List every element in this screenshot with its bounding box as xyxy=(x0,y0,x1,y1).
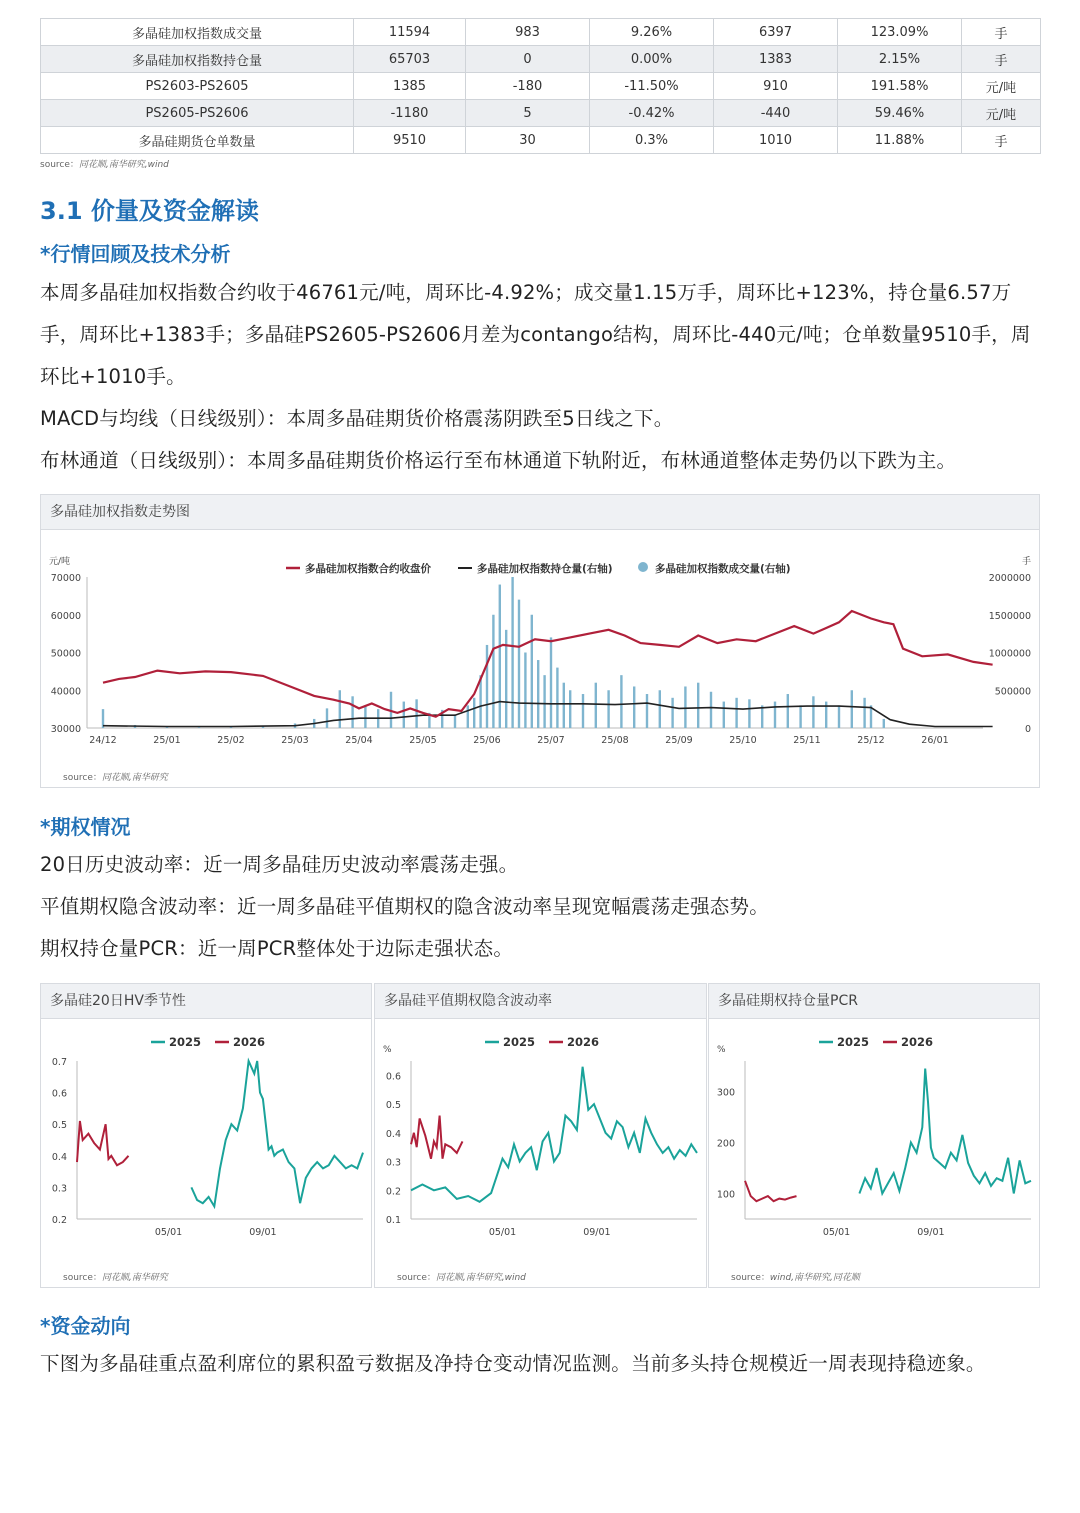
table-cell: 手 xyxy=(962,19,1041,46)
y-tick-label: 0.1 xyxy=(385,1215,401,1226)
volume-bar xyxy=(735,698,737,728)
y-tick-label: 0.7 xyxy=(51,1057,67,1068)
y-tick-label-right: 0 xyxy=(1024,724,1031,735)
table-row xyxy=(41,127,1041,154)
x-tick-label: 25/06 xyxy=(473,735,501,746)
x-tick-label: 05/01 xyxy=(154,1227,183,1238)
table-cell: 0.3% xyxy=(590,127,714,154)
volume-bar xyxy=(761,705,763,728)
pcr-chart-source: source：wind,南华研究,同花顺 xyxy=(731,1273,860,1283)
iv-chart-panel xyxy=(374,983,707,1288)
volume-bar xyxy=(511,577,513,728)
table-cell: 元/吨 xyxy=(962,100,1041,127)
section-title: 3.1 价量及资金解读 xyxy=(40,197,259,225)
y-tick-label: 200 xyxy=(716,1138,735,1150)
series-line-2026 xyxy=(745,1181,797,1201)
volume-bar xyxy=(531,615,533,728)
volume-bar xyxy=(556,668,558,728)
volume-bar xyxy=(748,699,750,728)
open-interest-line xyxy=(103,702,993,727)
y-tick-label: 100 xyxy=(716,1189,735,1201)
volume-bar xyxy=(863,698,865,728)
x-tick-label: 05/01 xyxy=(488,1227,517,1238)
table-cell: 2.15% xyxy=(838,46,962,73)
hv-chart-panel xyxy=(40,983,372,1288)
table-cell: 手 xyxy=(962,127,1041,154)
iv-chart-title: 多晶硅平值期权隐含波动率 xyxy=(375,984,706,1019)
iv-chart-source: source：同花顺,南华研究,wind xyxy=(397,1273,526,1283)
y-tick-label: 0.2 xyxy=(51,1215,67,1226)
table-cell: 手 xyxy=(962,46,1041,73)
x-tick-label: 25/05 xyxy=(409,735,437,746)
table-cell: 65703 xyxy=(354,46,466,73)
y-tick-label-left: 60000 xyxy=(50,610,81,622)
volume-bar xyxy=(710,692,712,728)
y-tick-label: 0.4 xyxy=(51,1151,67,1163)
table-cell: 6397 xyxy=(714,19,838,46)
iv-chart xyxy=(375,1019,706,1287)
table-cell: 多晶硅加权指数成交量 xyxy=(41,19,354,46)
market-paragraph-2: MACD与均线（日线级别）：本周多晶硅期货价格震荡阴跌至5日线之下。 xyxy=(40,407,674,430)
volume-bar xyxy=(550,637,552,728)
volume-bar xyxy=(326,708,328,728)
legend-label-2026: 2026 xyxy=(901,1035,934,1049)
table-row xyxy=(41,100,1041,127)
y-tick-label: 0.6 xyxy=(51,1088,67,1100)
volume-bar xyxy=(671,698,673,728)
volume-bar xyxy=(198,727,200,728)
volume-bar xyxy=(563,683,565,728)
main-chart-source: source：同花顺,南华研究 xyxy=(63,773,168,783)
y-tick-label: 0.4 xyxy=(385,1128,401,1140)
volume-bar xyxy=(518,600,520,728)
legend-label-price: 多晶硅加权指数合约收盘价 xyxy=(305,563,431,575)
table-cell: -440 xyxy=(714,100,838,127)
hv-chart-source: source：同花顺,南华研究 xyxy=(63,1273,168,1283)
funds-heading: *资金动向 xyxy=(40,1314,131,1338)
volume-bar xyxy=(883,719,885,728)
volume-bar xyxy=(492,615,494,728)
market-paragraph-3: 布林通道（日线级别）：本周多晶硅期货价格运行至布林通道下轨附近，布林通道整体走势仍以下跌为主。 xyxy=(40,449,957,472)
x-tick-label: 09/01 xyxy=(917,1227,945,1238)
options-paragraph-3: 期权持仓量PCR：近一周PCR整体处于边际走强状态。 xyxy=(40,937,514,960)
y-tick-label: 0.6 xyxy=(385,1071,401,1083)
x-tick-label: 25/07 xyxy=(537,735,565,746)
x-tick-label: 25/01 xyxy=(153,735,181,746)
volume-bar xyxy=(723,702,725,728)
table-cell: -0.42% xyxy=(590,100,714,127)
volume-bar xyxy=(787,694,789,728)
market-paragraph-1: 本周多晶硅加权指数合约收于46761元/吨，周环比-4.92%；成交量1.15万手，周环比+123%，持仓量6.57万手，周环比+1383手；多晶硅PS2605-PS2606月差为contango结构，周环比-440元/吨；仓单数量9510手，周环比+1010手。 xyxy=(40,281,1031,388)
y-tick-label-left: 70000 xyxy=(50,573,81,584)
volume-bar xyxy=(684,686,686,728)
volume-bar xyxy=(812,696,814,728)
x-tick-label: 25/04 xyxy=(345,735,373,746)
x-tick-label: 05/01 xyxy=(822,1227,851,1238)
options-heading: *期权情况 xyxy=(40,815,131,839)
y-tick-label: 300 xyxy=(716,1087,735,1099)
table-cell: 多晶硅加权指数持仓量 xyxy=(41,46,354,73)
hv-chart xyxy=(41,1019,371,1287)
volume-bar xyxy=(364,705,366,728)
y-axis-unit: % xyxy=(383,1045,392,1055)
x-tick-label: 26/01 xyxy=(921,735,949,746)
volume-bar xyxy=(620,675,622,728)
table-cell: 11594 xyxy=(354,19,466,46)
y-tick-label: 0.3 xyxy=(385,1157,401,1169)
volume-bar xyxy=(569,690,571,728)
table-row xyxy=(41,19,1041,46)
x-tick-label: 25/10 xyxy=(729,735,757,746)
table-cell: 5 xyxy=(466,100,590,127)
legend-label-2025: 2025 xyxy=(837,1035,870,1049)
x-tick-label: 09/01 xyxy=(249,1227,277,1238)
volume-bar xyxy=(403,702,405,728)
y-tick-label: 0.2 xyxy=(385,1186,401,1198)
volume-bar xyxy=(467,705,469,728)
y-tick-label-left: 40000 xyxy=(50,686,81,698)
legend-label-2026: 2026 xyxy=(233,1035,266,1049)
table-cell: 9510 xyxy=(354,127,466,154)
table-cell: 多晶硅期货仓单数量 xyxy=(41,127,354,154)
volume-bar xyxy=(339,690,341,728)
y-tick-label: 0.3 xyxy=(51,1183,67,1195)
y-tick-label-right: 1000000 xyxy=(988,648,1031,660)
table-cell: 30 xyxy=(466,127,590,154)
volume-bar xyxy=(697,683,699,728)
y-tick-label-right: 1500000 xyxy=(988,610,1031,622)
main-chart xyxy=(41,530,1039,787)
volume-bar xyxy=(838,705,840,728)
funds-paragraph-1: 下图为多晶硅重点盈利席位的累积盈亏数据及净持仓变动情况监测。当前多头持仓规模近一周表现持稳迹象。 xyxy=(40,1352,986,1375)
y-tick-label-right: 2000000 xyxy=(988,573,1031,584)
volume-bar xyxy=(633,686,635,728)
volume-bar xyxy=(607,690,609,728)
volume-bar xyxy=(473,698,475,728)
volume-bar xyxy=(659,690,661,728)
series-line-2025 xyxy=(411,1067,697,1202)
series-line-2025 xyxy=(859,1069,1031,1194)
table-cell: 9.26% xyxy=(590,19,714,46)
y-tick-label-left: 50000 xyxy=(50,648,81,660)
y-axis-unit-right: 手 xyxy=(1021,557,1031,567)
volume-bar xyxy=(646,694,648,728)
main-chart-title: 多晶硅加权指数走势图 xyxy=(41,495,1039,530)
x-tick-label: 09/01 xyxy=(583,1227,611,1238)
table-row xyxy=(41,73,1041,100)
volume-bar xyxy=(799,705,801,728)
y-tick-label-left: 30000 xyxy=(50,724,81,735)
hv-chart-title: 多晶硅20日HV季节性 xyxy=(41,984,371,1019)
x-tick-label: 25/11 xyxy=(793,735,821,746)
table-row xyxy=(41,46,1041,73)
legend-label-volume: 多晶硅加权指数成交量(右轴) xyxy=(655,563,791,575)
volume-bar xyxy=(595,683,597,728)
price-line xyxy=(103,611,993,717)
main-chart-panel xyxy=(40,494,1040,788)
volume-bar xyxy=(774,702,776,728)
pcr-chart-panel xyxy=(708,983,1040,1288)
table-cell: 11.88% xyxy=(838,127,962,154)
indicator-table xyxy=(40,18,1041,154)
options-paragraph-2: 平值期权隐含波动率：近一周多晶硅平值期权的隐含波动率呈现宽幅震荡走强态势。 xyxy=(40,895,769,918)
market-heading: *行情回顾及技术分析 xyxy=(40,242,231,266)
table-cell: -11.50% xyxy=(590,73,714,100)
volume-bar xyxy=(851,690,853,728)
y-tick-label-right: 500000 xyxy=(994,686,1031,698)
legend-swatch-volume xyxy=(638,562,648,572)
table-cell: -180 xyxy=(466,73,590,100)
y-axis-unit-left: 元/吨 xyxy=(49,557,71,567)
series-line-2026 xyxy=(411,1116,463,1159)
table-cell: -1180 xyxy=(354,100,466,127)
x-tick-label: 25/12 xyxy=(857,735,885,746)
volume-bar xyxy=(486,645,488,728)
x-tick-label: 25/02 xyxy=(217,735,245,746)
series-line-2026 xyxy=(77,1121,129,1165)
table-cell: 0 xyxy=(466,46,590,73)
legend-label-2025: 2025 xyxy=(503,1035,536,1049)
pcr-chart xyxy=(709,1019,1039,1287)
series-line-2025 xyxy=(191,1061,363,1206)
volume-bar xyxy=(454,714,456,728)
volume-bar xyxy=(582,694,584,728)
volume-bar xyxy=(543,675,545,728)
volume-bar xyxy=(499,585,501,728)
volume-bar xyxy=(524,653,526,729)
volume-bar xyxy=(537,660,539,728)
legend-label-2025: 2025 xyxy=(169,1035,202,1049)
y-tick-label: 0.5 xyxy=(385,1100,401,1112)
legend-label-2026: 2026 xyxy=(567,1035,600,1049)
table-cell: 1010 xyxy=(714,127,838,154)
table-cell: 191.58% xyxy=(838,73,962,100)
table-cell: 123.09% xyxy=(838,19,962,46)
y-axis-unit: % xyxy=(717,1045,726,1055)
table-cell: 0.00% xyxy=(590,46,714,73)
x-tick-label: 24/12 xyxy=(89,735,117,746)
table-cell: 元/吨 xyxy=(962,73,1041,100)
table-cell: 983 xyxy=(466,19,590,46)
table-cell: PS2605-PS2606 xyxy=(41,100,354,127)
x-tick-label: 25/03 xyxy=(281,735,309,746)
y-tick-label: 0.5 xyxy=(51,1120,67,1132)
table-cell: 1385 xyxy=(354,73,466,100)
options-paragraph-1: 20日历史波动率：近一周多晶硅历史波动率震荡走强。 xyxy=(40,853,519,876)
volume-bar xyxy=(415,699,417,728)
table-cell: 910 xyxy=(714,73,838,100)
x-tick-label: 25/09 xyxy=(665,735,693,746)
table-cell: 1383 xyxy=(714,46,838,73)
volume-bar xyxy=(351,696,353,728)
legend-label-oi: 多晶硅加权指数持仓量(右轴) xyxy=(477,563,613,575)
x-tick-label: 25/08 xyxy=(601,735,629,746)
table-cell: 59.46% xyxy=(838,100,962,127)
pcr-chart-title: 多晶硅期权持仓量PCR xyxy=(709,984,1039,1019)
table-source: source：同花顺,南华研究,wind xyxy=(40,160,169,170)
table-cell: PS2603-PS2605 xyxy=(41,73,354,100)
